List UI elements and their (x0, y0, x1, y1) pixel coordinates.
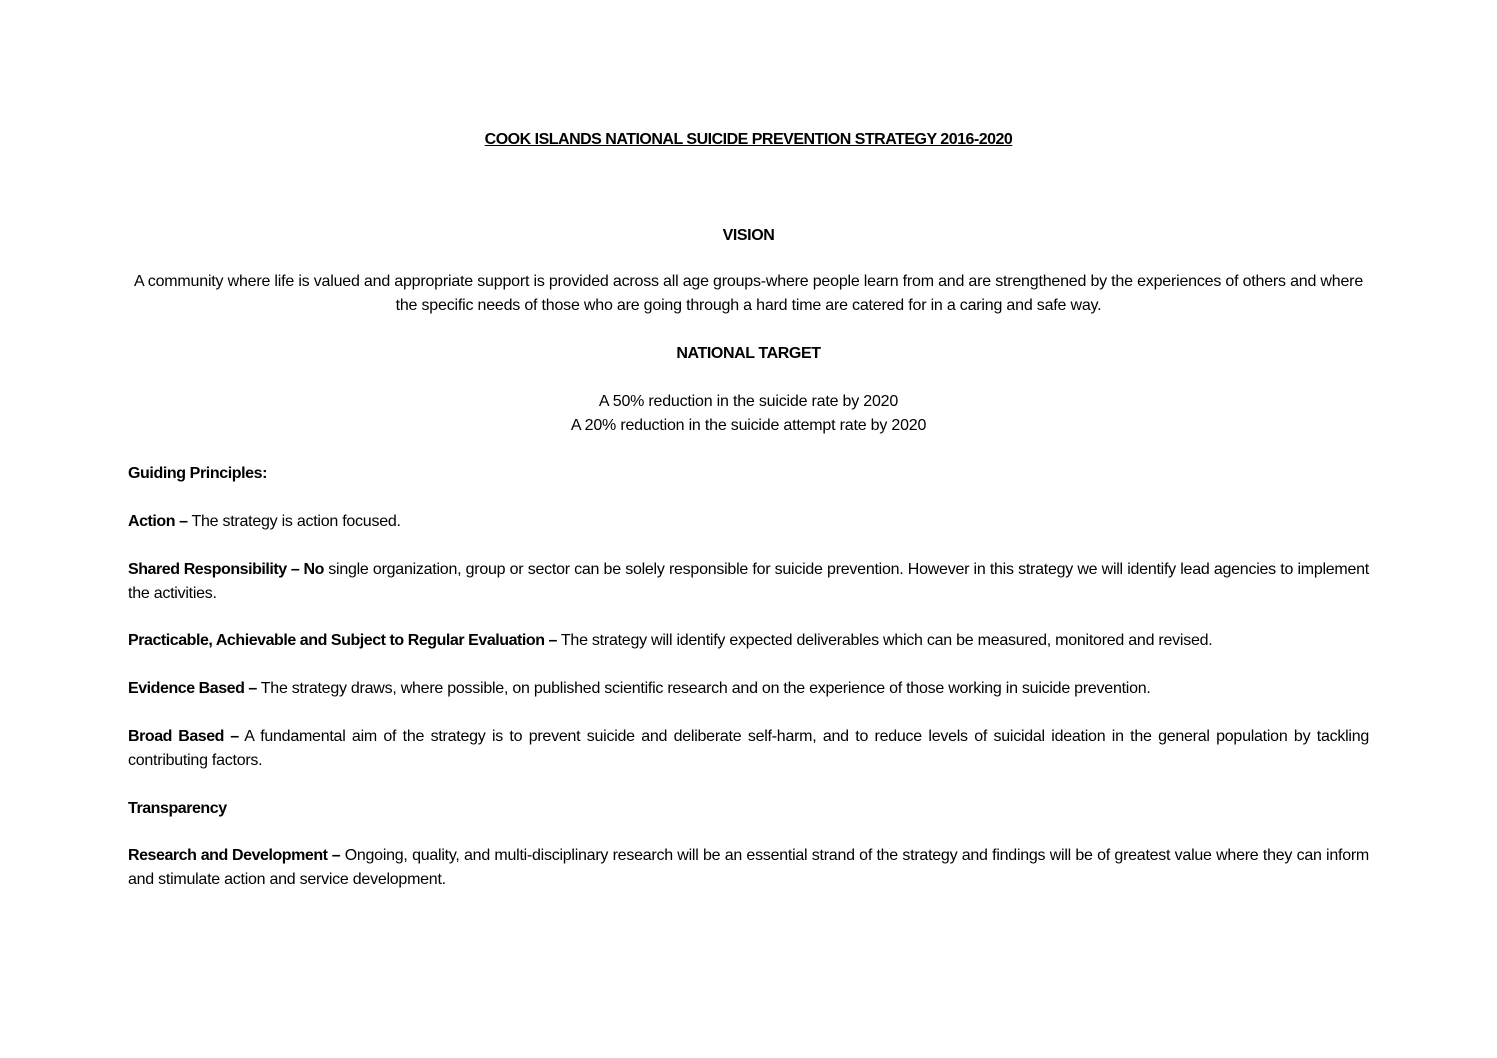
principle-text: A fundamental aim of the strategy is to prevent suicide and deliberate self-harm, and to reduce levels of suicidal ideation in the general population by tackling contributing factors. (128, 728, 1369, 769)
principle-transparency (128, 797, 1369, 821)
principle-term: Research and Development – (128, 847, 341, 864)
principle-evidence-based (128, 677, 1369, 701)
document-title: COOK ISLANDS NATIONAL SUICIDE PREVENTION STRATEGY 2016-2020 (484, 131, 1013, 148)
principle-term: Action – (128, 513, 188, 530)
principle-text: The strategy draws, where possible, on published scientific research and on the experience of those working in suicide prevention. (256, 680, 1151, 697)
principle-action (128, 510, 1369, 534)
principle-research-development (128, 844, 1369, 892)
principle-term: Transparency (128, 800, 227, 817)
principle-text: single organization, group or sector can be solely responsible for suicide prevention. However in this strategy we will identify lead agencies to implement the activities. (128, 561, 1369, 602)
principle-text: The strategy is action focused. (187, 513, 401, 530)
principle-term: Practicable, Achievable and Subject to Regular Evaluation – (128, 632, 557, 649)
principle-practicable (128, 629, 1369, 653)
principle-shared-responsibility (128, 558, 1369, 606)
national-target-line-1: A 50% reduction in the suicide rate by 2020 (598, 393, 899, 410)
national-target-line-2: A 20% reduction in the suicide attempt rate by 2020 (570, 417, 927, 434)
guiding-principles-heading: Guiding Principles: (128, 465, 268, 482)
national-target-heading: NATIONAL TARGET (676, 345, 821, 362)
principle-text: The strategy will identify expected deliverables which can be measured, monitored and revised. (557, 632, 1213, 649)
principle-text: Ongoing, quality, and multi-disciplinary research will be an essential strand of the strategy and findings will be of greatest value where they can inform and stimulate action and service development. (128, 847, 1370, 888)
principle-broad-based (128, 725, 1369, 773)
principle-term: Broad Based – (128, 728, 239, 745)
principle-term: Shared Responsibility – No (128, 561, 324, 578)
vision-text: A community where life is valued and appropriate support is provided across all age groups-where people learn from and are strengthened by the experiences of others and where the specific needs of those who are going through a hard time are catered for in a caring and safe way. (133, 273, 1364, 314)
principle-term: Evidence Based – (128, 680, 257, 697)
vision-heading: VISION (722, 227, 775, 244)
